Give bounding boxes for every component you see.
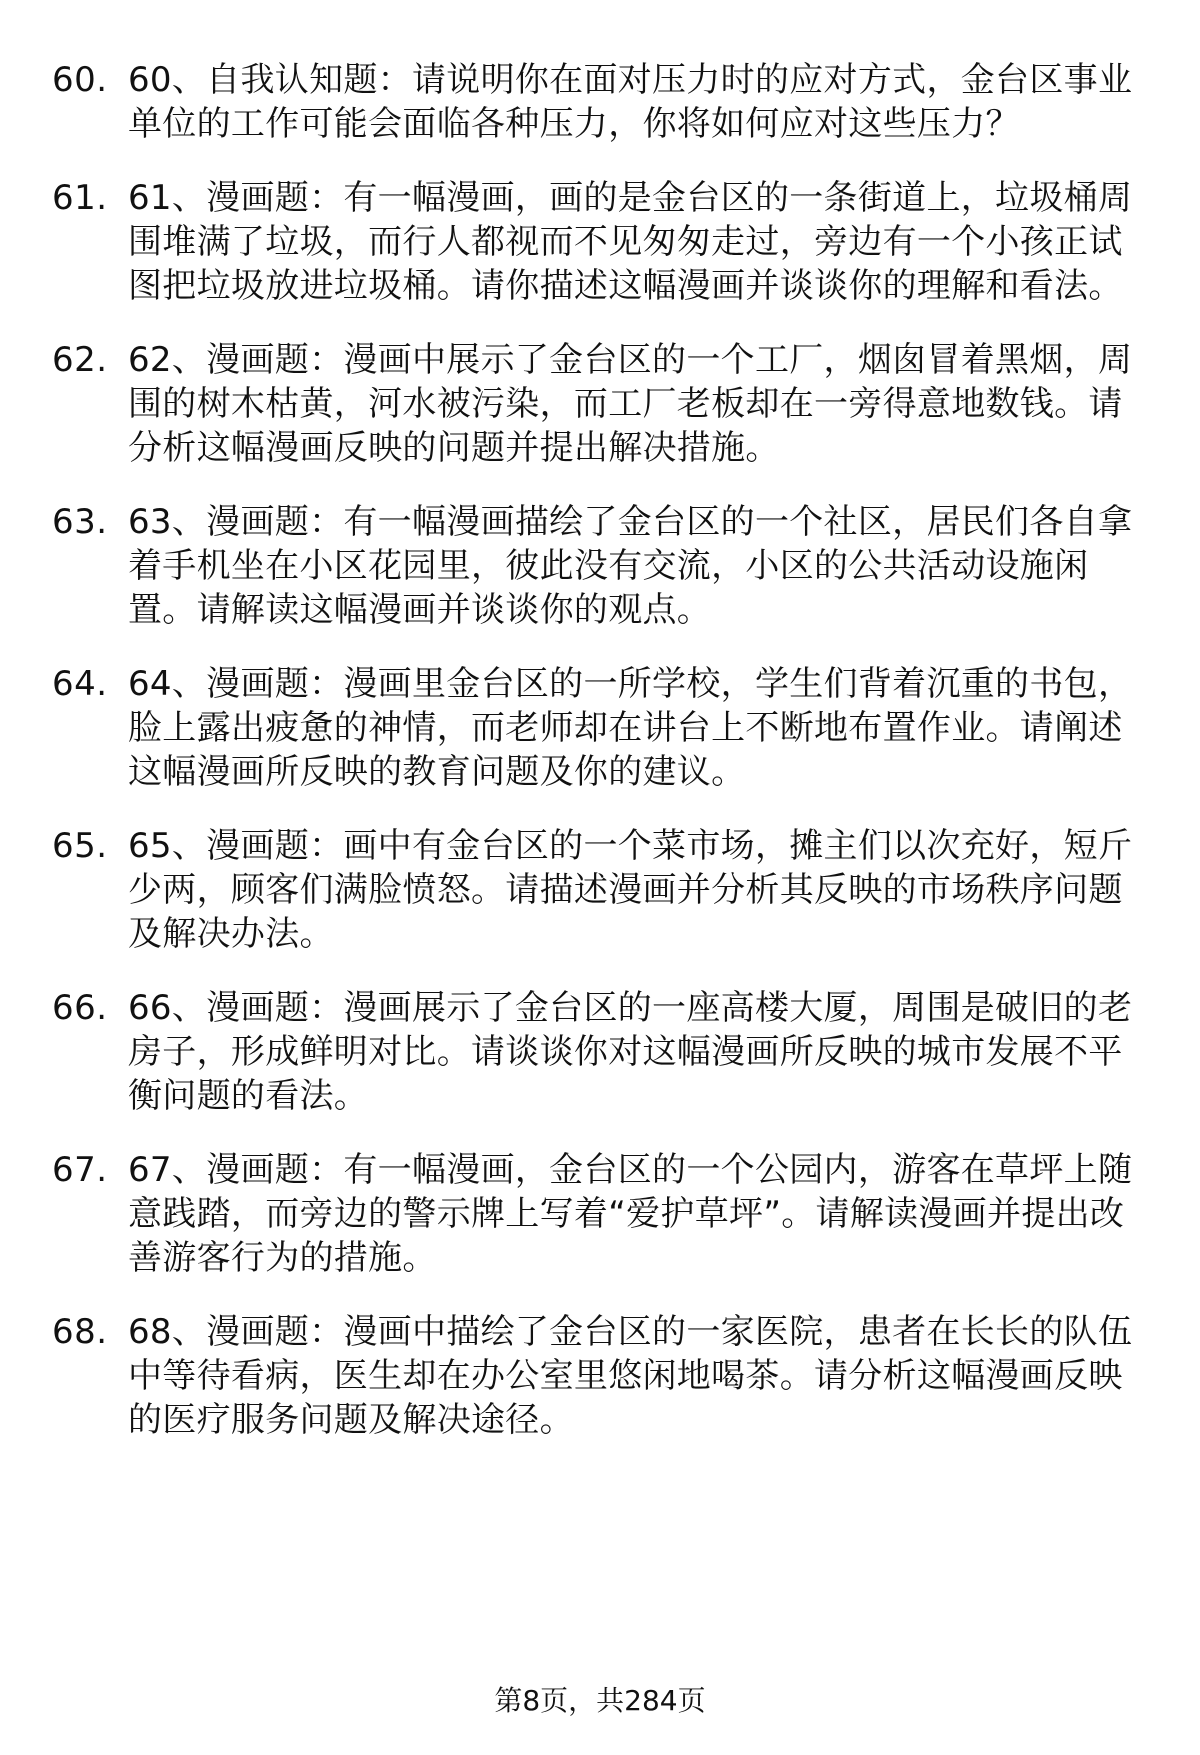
question-number: 61. bbox=[52, 178, 108, 218]
question-number: 60. bbox=[52, 60, 108, 100]
question-text: 65、漫画题：画中有金台区的一个菜市场，摊主们以次充好，短斤少两，顾客们满脸愤怒。请描述漫画并分析其反映的市场秩序问题及解决办法。 bbox=[128, 826, 1133, 954]
question-text: 64、漫画题：漫画里金台区的一所学校，学生们背着沉重的书包，脸上露出疲惫的神情，而老师却在讲台上不断地布置作业。请阐述这幅漫画所反映的教育问题及你的建议。 bbox=[128, 664, 1133, 792]
question-item bbox=[0, 1310, 1200, 1442]
question-item bbox=[0, 824, 1200, 956]
question-text: 67、漫画题：有一幅漫画，金台区的一个公园内，游客在草坪上随意践踏，而旁边的警示牌上写着“爱护草坪”。请解读漫画并提出改善游客行为的措施。 bbox=[128, 1150, 1133, 1278]
question-number: 65. bbox=[52, 826, 108, 866]
question-number: 68. bbox=[52, 1312, 108, 1352]
page-number-label: 第8页，共284页 bbox=[494, 1684, 706, 1717]
page-footer bbox=[0, 1683, 1200, 1719]
question-item bbox=[0, 338, 1200, 470]
question-number: 63. bbox=[52, 502, 108, 542]
question-item bbox=[0, 986, 1200, 1118]
question-item bbox=[0, 1148, 1200, 1280]
question-list bbox=[0, 58, 1200, 1472]
question-item bbox=[0, 176, 1200, 308]
question-text: 63、漫画题：有一幅漫画描绘了金台区的一个社区，居民们各自拿着手机坐在小区花园里，彼此没有交流，小区的公共活动设施闲置。请解读这幅漫画并谈谈你的观点。 bbox=[128, 502, 1133, 630]
question-number: 66. bbox=[52, 988, 108, 1028]
question-text: 62、漫画题：漫画中展示了金台区的一个工厂，烟囱冒着黑烟，周围的树木枯黄，河水被污染，而工厂老板却在一旁得意地数钱。请分析这幅漫画反映的问题并提出解决措施。 bbox=[128, 340, 1133, 468]
question-text: 66、漫画题：漫画展示了金台区的一座高楼大厦，周围是破旧的老房子，形成鲜明对比。请谈谈你对这幅漫画所反映的城市发展不平衡问题的看法。 bbox=[128, 988, 1133, 1116]
question-text: 61、漫画题：有一幅漫画，画的是金台区的一条街道上，垃圾桶周围堆满了垃圾，而行人都视而不见匆匆走过，旁边有一个小孩正试图把垃圾放进垃圾桶。请你描述这幅漫画并谈谈你的理解和看法。 bbox=[128, 178, 1133, 306]
question-item bbox=[0, 662, 1200, 794]
question-number: 67. bbox=[52, 1150, 108, 1190]
question-item bbox=[0, 500, 1200, 632]
question-number: 62. bbox=[52, 340, 108, 380]
question-number: 64. bbox=[52, 664, 108, 704]
question-text: 68、漫画题：漫画中描绘了金台区的一家医院，患者在长长的队伍中等待看病，医生却在办公室里悠闲地喝茶。请分析这幅漫画反映的医疗服务问题及解决途径。 bbox=[128, 1312, 1133, 1440]
question-text: 60、自我认知题：请说明你在面对压力时的应对方式，金台区事业单位的工作可能会面临各种压力，你将如何应对这些压力？ bbox=[128, 60, 1133, 144]
question-item bbox=[0, 58, 1200, 146]
